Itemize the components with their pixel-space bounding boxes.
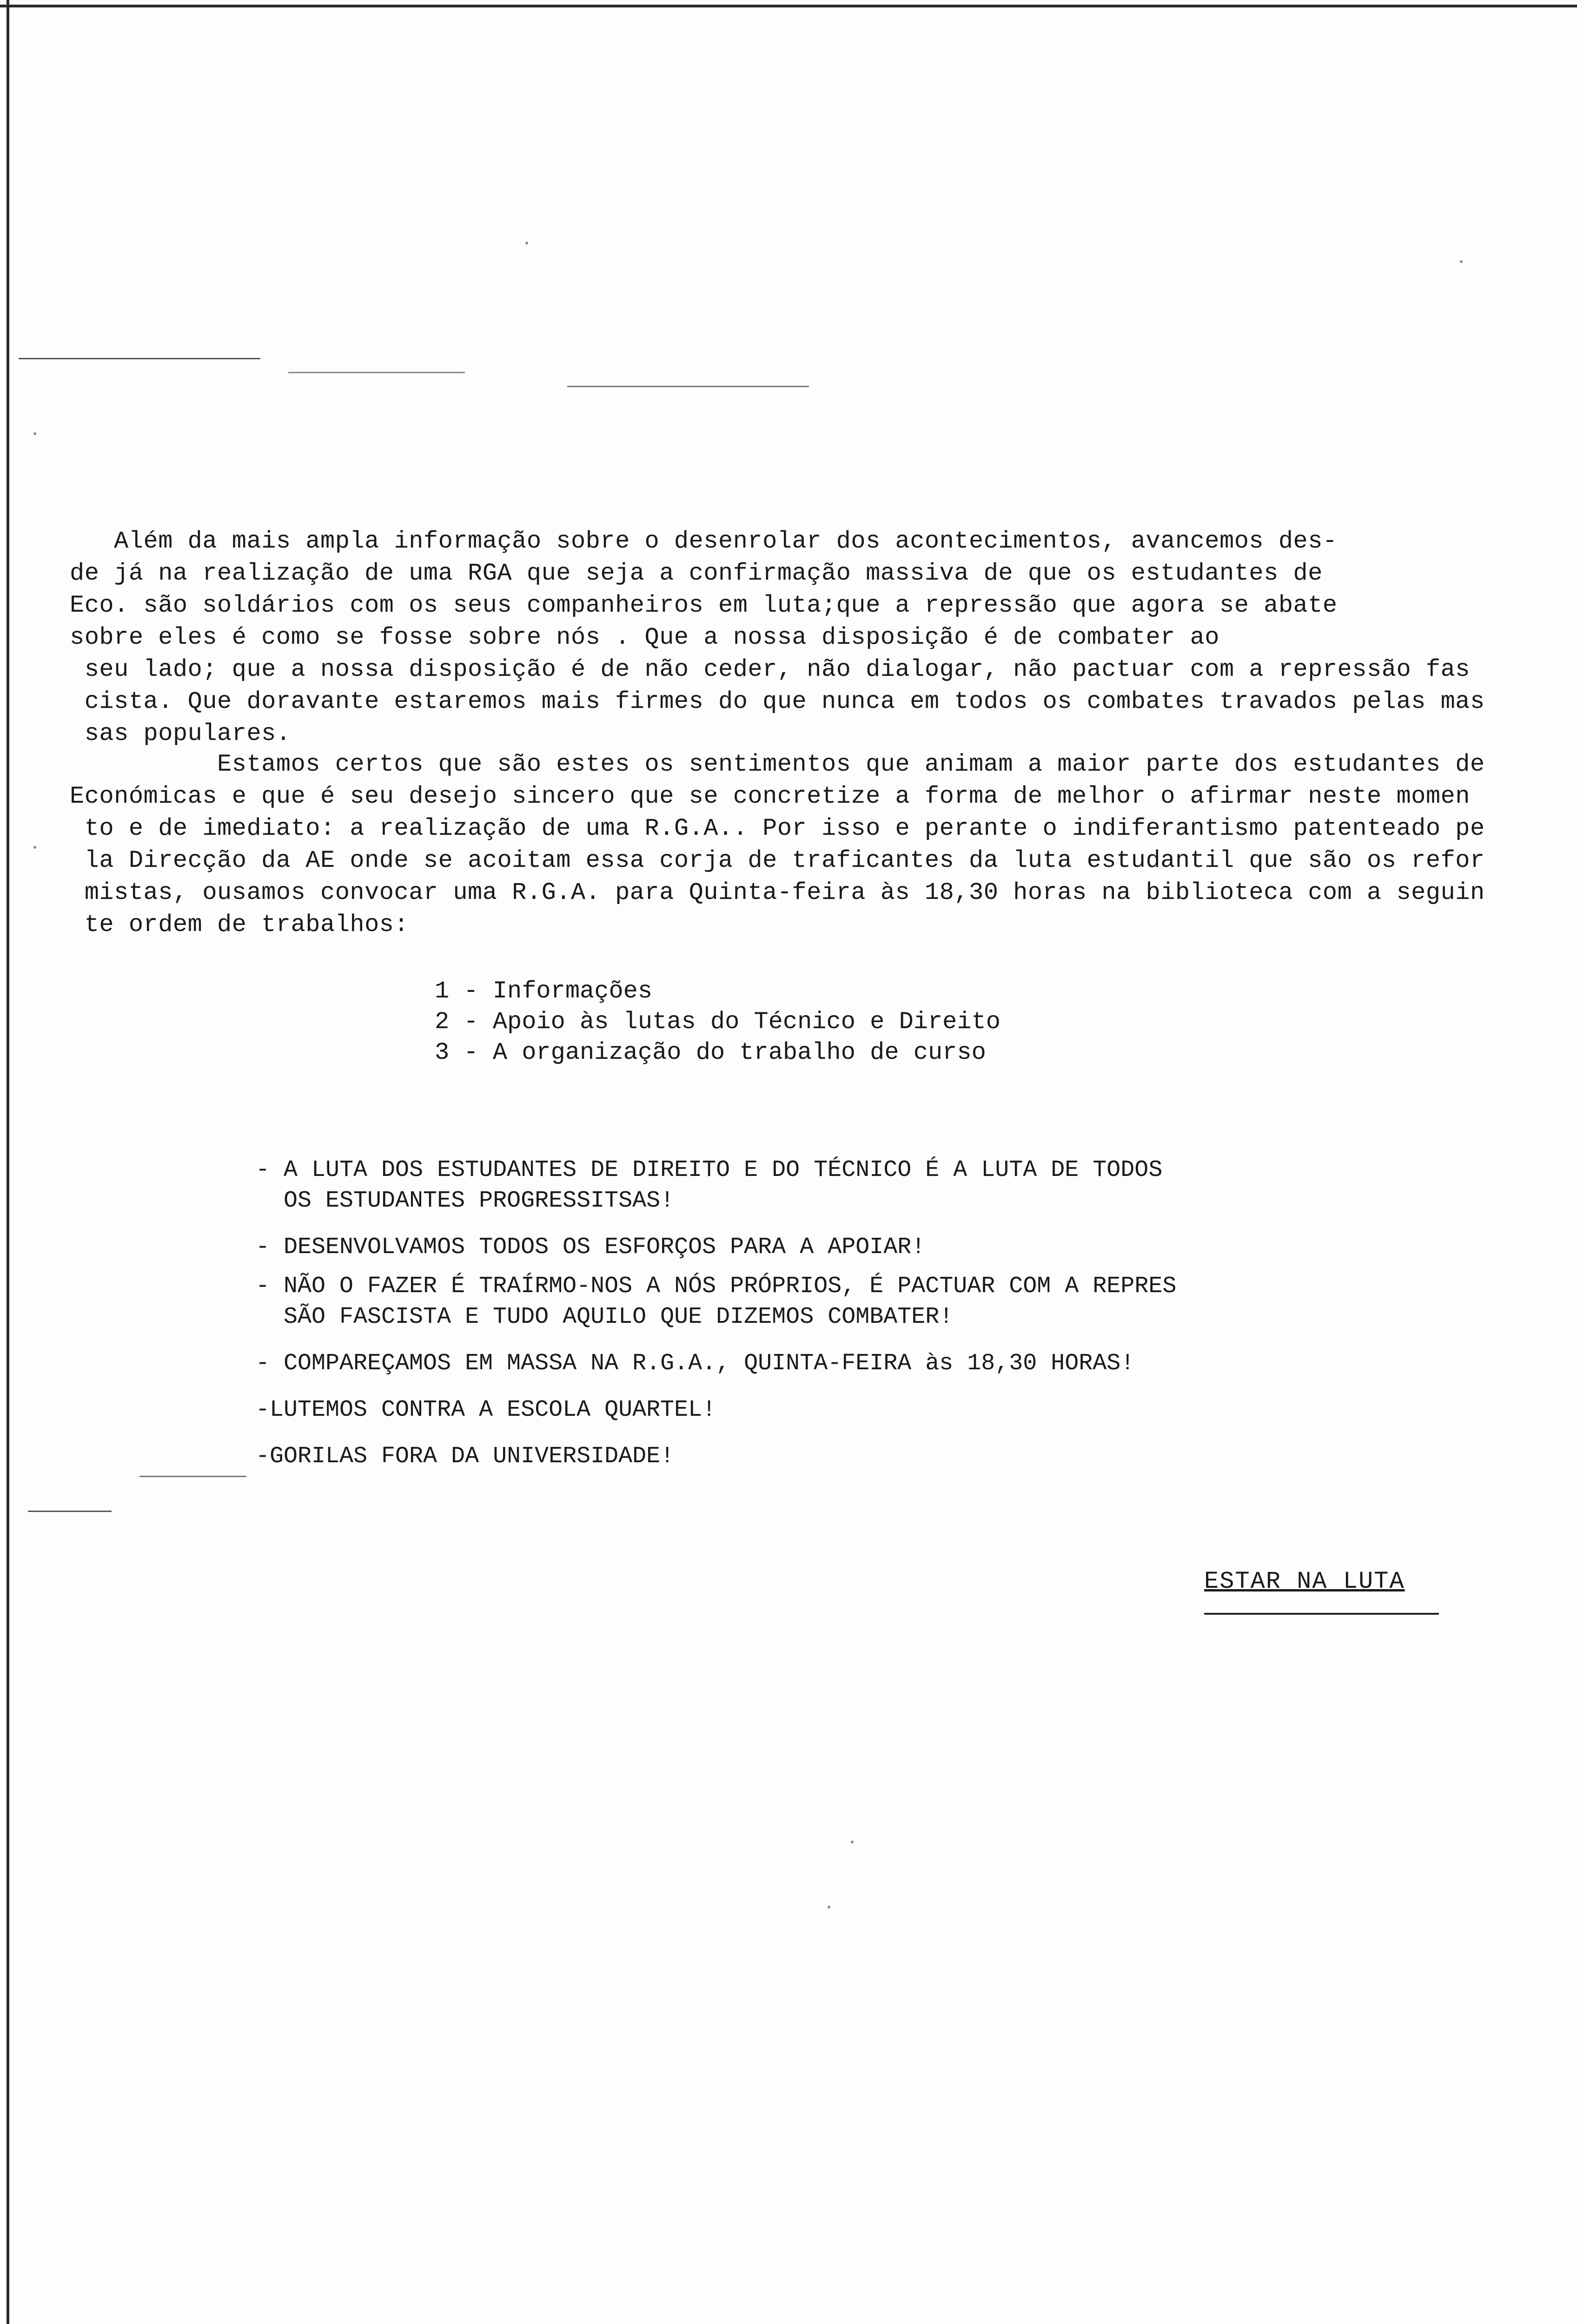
paragraph-1 xyxy=(70,525,1548,750)
paragraph-line: sobre eles é como se fosse sobre nós . Que a nossa disposição é de combater ao xyxy=(70,624,1219,651)
scan-artifact-line xyxy=(288,372,465,373)
paragraph-line: Eco. são soldários com os seus companheiros em luta;que a repressão que agora se abate xyxy=(70,592,1338,619)
paragraph-line: cista. Que doravante estaremos mais firmes do que nunca em todos os combates travados pelas mas xyxy=(70,688,1485,715)
agenda-item: 1 - Informações xyxy=(435,977,653,1005)
paragraph-2 xyxy=(70,748,1548,941)
paragraph-line: la Direcção da AE onde se acoitam essa corja de traficantes da luta estudantil que são os refor xyxy=(70,847,1485,874)
slogan: - COMPAREÇAMOS EM MASSA NA R.G.A., QUINTA-FEIRA às 18,30 HORAS! xyxy=(256,1350,1135,1377)
paragraph-line: to e de imediato: a realização de uma R.G.A.. Por isso e perante o indiferantismo patenteado pe xyxy=(70,815,1485,842)
scan-speck xyxy=(828,1906,830,1908)
scan-artifact-line xyxy=(19,358,260,359)
signature: ESTAR NA LUTA xyxy=(1204,1568,1405,1595)
scan-edge-top xyxy=(0,5,1577,7)
scan-artifact-line xyxy=(28,1511,112,1512)
slogan: - DESENVOLVAMOS TODOS OS ESFORÇOS PARA A APOIAR! xyxy=(256,1234,926,1261)
paragraph-line: seu lado; que a nossa disposição é de não ceder, não dialogar, não pactuar com a repressão fas xyxy=(70,656,1470,683)
slogan-list xyxy=(256,1155,1176,1480)
paragraph-line: te ordem de trabalhos: xyxy=(70,911,409,938)
agenda-list xyxy=(435,976,1001,1068)
scan-speck xyxy=(33,846,36,849)
scan-speck xyxy=(851,1841,854,1843)
paragraph-line: Económicas e que é seu desejo sincero que se concretize a forma de melhor o afirmar neste momen xyxy=(70,783,1470,810)
paragraph-line: mistas, ousamos convocar uma R.G.A. para Quinta-feira às 18,30 horas na biblioteca com a seguin xyxy=(70,879,1485,906)
paragraph-line: Além da mais ampla informação sobre o desenrolar dos acontecimentos, avancemos des- xyxy=(70,528,1338,555)
slogan: -LUTEMOS CONTRA A ESCOLA QUARTEL! xyxy=(256,1397,716,1423)
slogan: -GORILAS FORA DA UNIVERSIDADE! xyxy=(256,1443,675,1470)
paragraph-line: de já na realização de uma RGA que seja a confirmação massiva de que os estudantes de xyxy=(70,560,1323,587)
agenda-item: 2 - Apoio às lutas do Técnico e Direito xyxy=(435,1008,1001,1036)
scan-edge-left xyxy=(7,0,9,2324)
agenda-item: 3 - A organização do trabalho de curso xyxy=(435,1039,986,1066)
signature-underline xyxy=(1204,1613,1439,1615)
scan-artifact-line xyxy=(139,1476,246,1477)
paragraph-line: sas populares. xyxy=(70,720,291,747)
slogan: - NÃO O FAZER É TRAÍRMO-NOS A NÓS PRÓPRIOS, É PACTUAR COM A REPRES SÃO FASCISTA E TUDO AQUILO QUE DIZEMOS COMBATER! xyxy=(256,1273,1177,1330)
paragraph-line: Estamos certos que são estes os sentimentos que animam a maior parte dos estudantes de xyxy=(70,751,1485,778)
scan-speck xyxy=(33,432,36,435)
scan-speck xyxy=(525,242,528,244)
scan-speck xyxy=(1460,260,1463,263)
scan-artifact-line xyxy=(567,386,809,387)
slogan: - A LUTA DOS ESTUDANTES DE DIREITO E DO TÉCNICO É A LUTA DE TODOS OS ESTUDANTES PROGRESSITSAS! xyxy=(256,1157,1163,1214)
